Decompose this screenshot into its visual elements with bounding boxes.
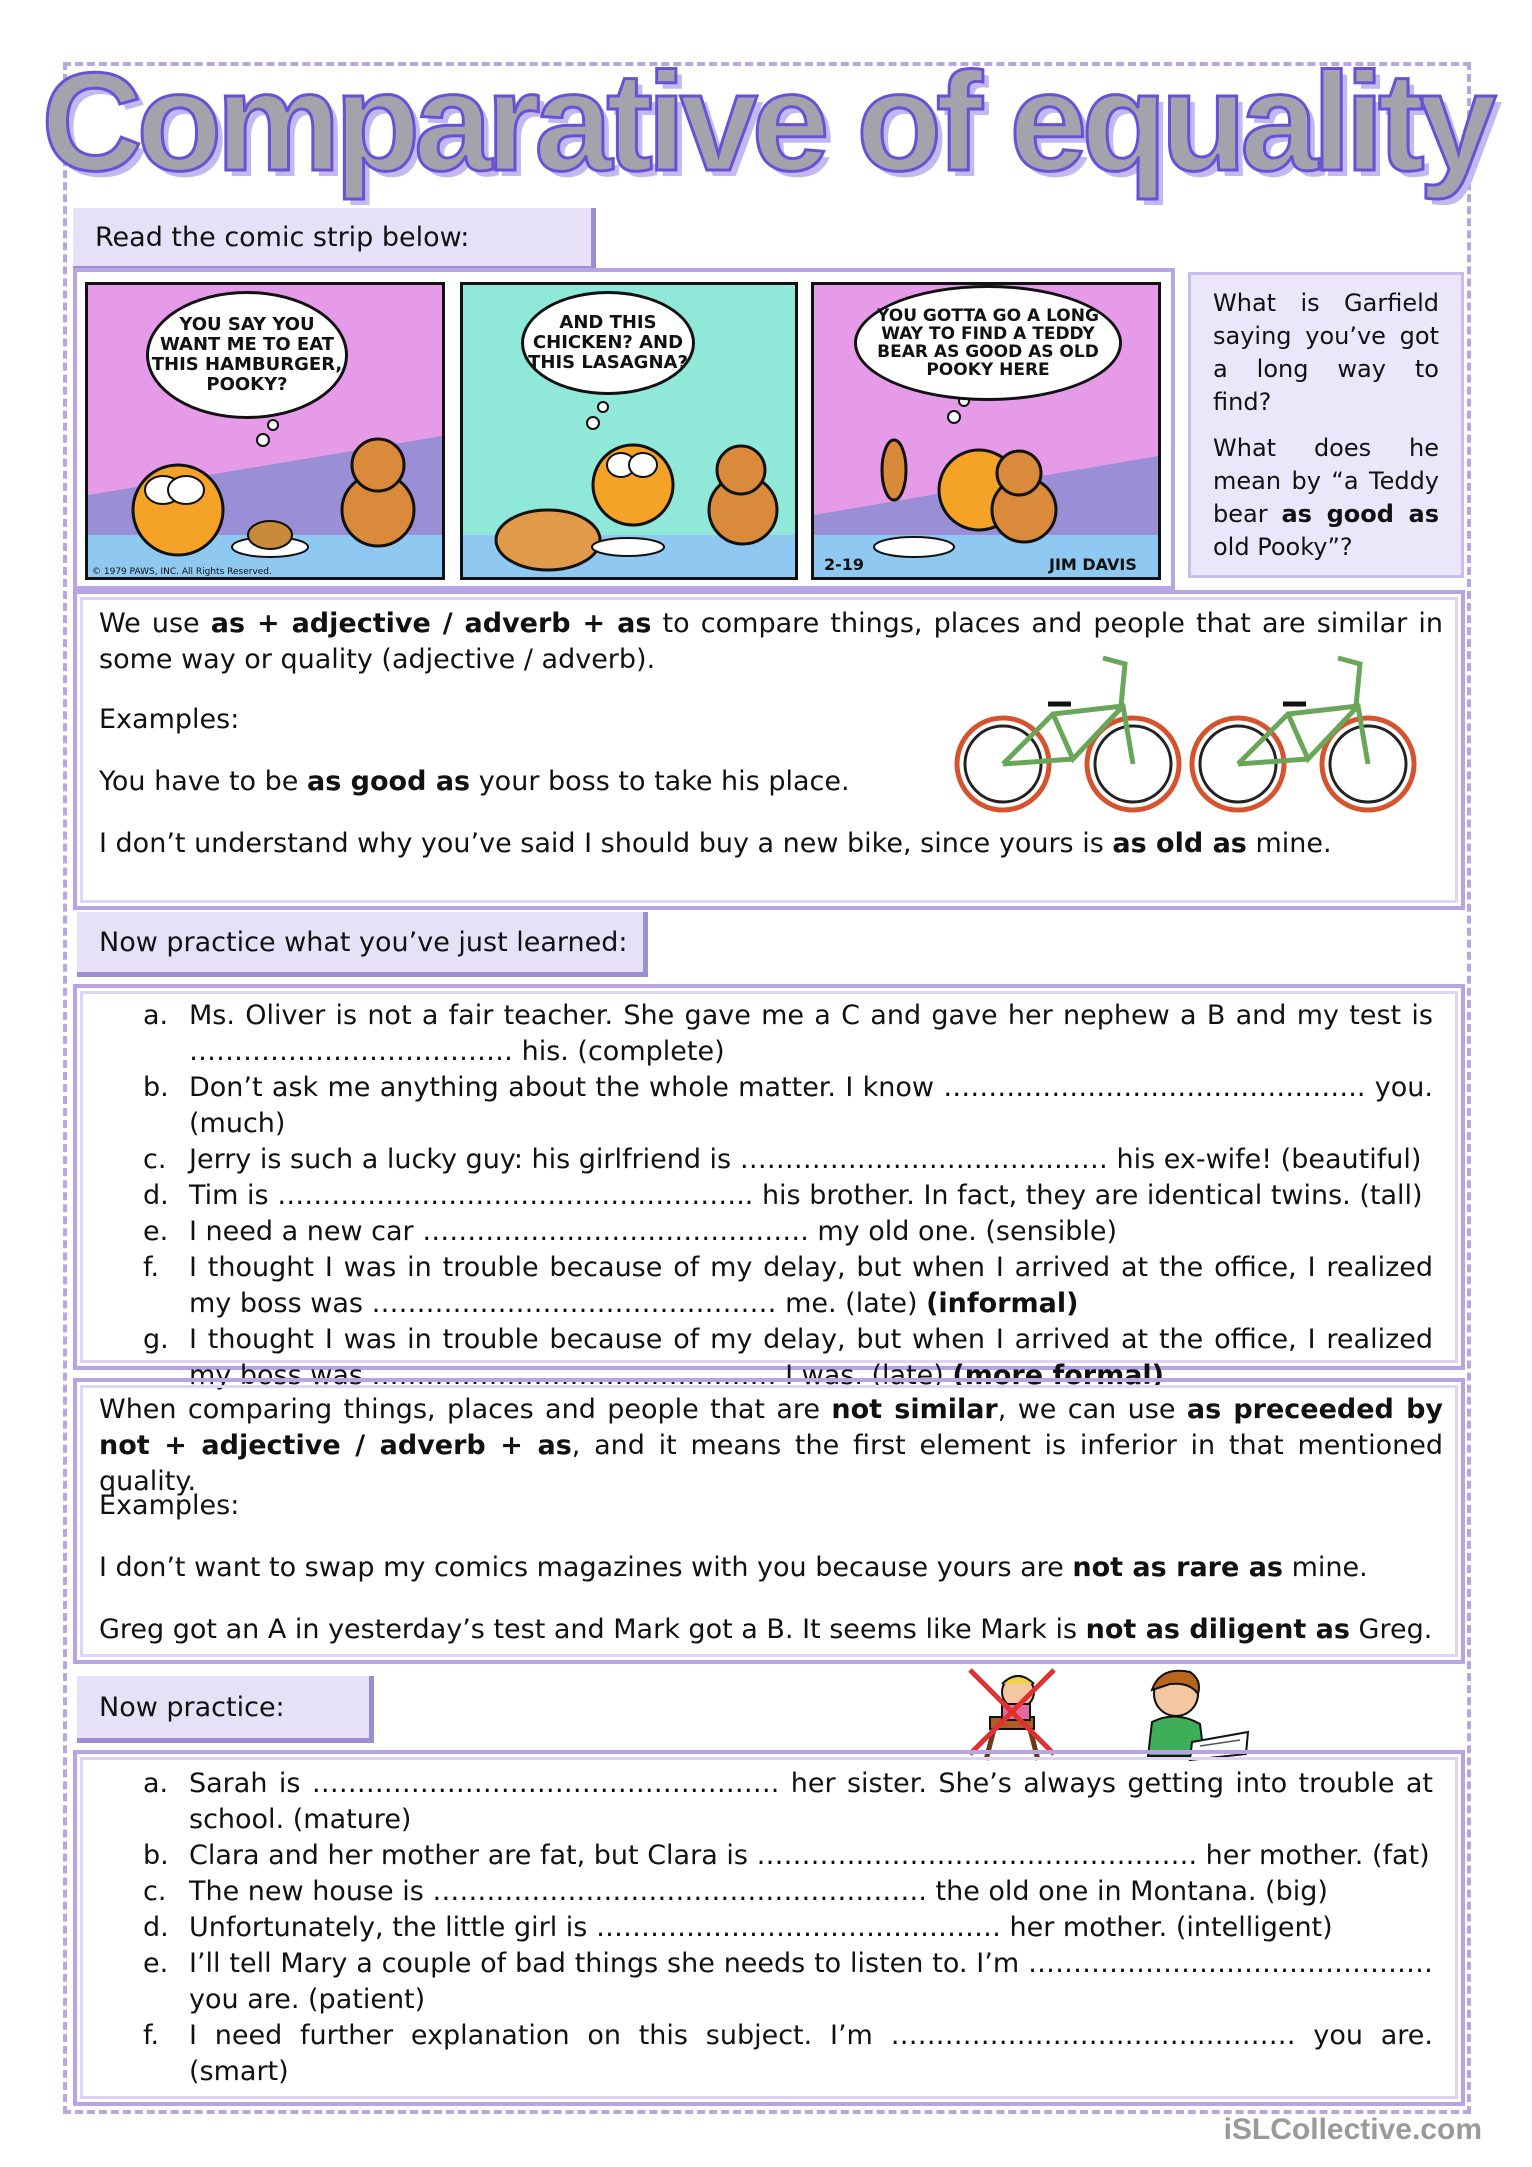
explanation-1-examples-label: Examples: [99,704,240,735]
exercise-item [143,1178,1433,1214]
practice-2-box [73,1750,1465,2106]
exercise-letter: e. [143,1948,169,1979]
page-title: Comparative of equality [41,43,1491,200]
exercise-letter: a. [143,1000,169,1031]
explanation-2-examples-label: Examples: [99,1490,240,1521]
exercise-text: The new house is ………………………………………………. the old one in Montana. (big) [189,1876,1328,1907]
exercise-text: I need a new car ……………………………………. my old one. (sensible) [189,1216,1118,1247]
practice-1-tab-label: Now practice what you’ve just learned: [99,926,628,958]
practice-1-tab [77,912,648,977]
exercise-item [143,998,1433,1070]
practice-2-tab-label: Now practice: [99,1691,285,1723]
exercise-item [143,1946,1433,2018]
exercise-letter: d. [143,1180,169,1211]
site-watermark: iSLCollective.com [1223,2113,1482,2146]
exercise-item [143,1214,1433,1250]
practice-1-list [143,998,1433,1394]
exercise-item [143,1070,1433,1142]
practice-2-list [143,1766,1433,2090]
exercise-text: Tim is …………………………………………….. his brother. In fact, they are identical twins. (tall) [189,1180,1423,1211]
comic-panel-2 [460,282,798,580]
comic-panel-3 [811,282,1161,580]
explanation-2-example-1: I don’t want to swap my comics magazines with you because yours are not as rare as mine. [99,1552,1368,1583]
comic-date: 2-19 [824,555,865,574]
exercise-text: I thought I was in trouble because of my delay, but when I arrived at the office, I realized my boss was ……………………………………… I was. (late) [189,1324,1433,1391]
exercise-letter: c. [143,1876,167,1907]
exercise-text: I’ll tell Mary a couple of bad things she needs to listen to. I’m ……………………………………… you are. (patient) [189,1948,1433,2015]
exercise-letter: f. [143,2020,160,2051]
sleeping-student-crossed-icon [962,1662,1062,1762]
exercise-letter: b. [143,1072,169,1103]
comic-strip [73,268,1175,590]
comic-panel-1 [85,282,445,580]
speech-bubble-1: YOU SAY YOU WANT ME TO EAT THIS HAMBURGER, POOKY? [146,291,348,419]
exercise-text: I thought I was in trouble because of my delay, but when I arrived at the office, I realized my boss was ……………………………………… me. (late) [189,1252,1433,1319]
exercise-item [143,1766,1433,1838]
exercise-letter: b. [143,1840,169,1871]
comic-tab-label: Read the comic strip below: [95,221,470,253]
comic-tab [73,208,596,271]
exercise-item [143,1838,1433,1874]
bicycles-illustration [953,644,1433,834]
exercise-text: Sarah is ……………………………………………. her sister. She’s always getting into trouble at school. (mature) [189,1768,1433,1835]
comic-copyright: © 1979 PAWS, INC. All Rights Reserved. [92,567,272,577]
exercise-item [143,2018,1433,2090]
exercise-letter: g. [143,1324,169,1355]
explanation-1-example-2: I don’t understand why you’ve said I should buy a new bike, since yours is as old as mine. [99,828,1332,859]
exercise-letter: d. [143,1912,169,1943]
exercise-text: Clara and her mother are fat, but Clara is …………………………………………. her mother. (fat) [189,1840,1430,1871]
studying-student-icon [1130,1662,1250,1762]
speech-bubble-2: AND THIS CHICKEN? AND THIS LASAGNA? [521,291,695,395]
exercise-item [143,1142,1433,1178]
comic-signature: JIM DAVIS [1049,555,1137,574]
exercise-text: Ms. Oliver is not a fair teacher. She gave me a C and gave her nephew a B and my test is ……………………………… his. (complete) [189,1000,1433,1067]
explanation-box-1 [73,590,1465,910]
explanation-1-intro: We use as + adjective / adverb + as to compare things, places and people that are similar in some way or quality (adjective / adverb). [99,608,1443,675]
explanation-1-example-1: You have to be as good as your boss to take his place. [99,766,850,797]
exercise-letter: f. [143,1252,160,1283]
explanation-2-intro: When comparing things, places and people that are not similar, we can use as preceeded by not + adjective / adverb + as, and it means the first element is inferior in that mentioned quality. [99,1394,1443,1497]
comic-question-2: What does he mean by “a Teddy bear as good as old Pooky”? [1213,434,1439,561]
explanation-box-2 [73,1378,1465,1664]
exercise-letter: a. [143,1768,169,1799]
practice-1-box [73,984,1465,1391]
exercise-letter: e. [143,1216,169,1247]
exercise-register-note: (more formal) [952,1360,1165,1391]
practice-2-tab [77,1676,374,1743]
exercise-text: Unfortunately, the little girl is ……………………………………… her mother. (intelligent) [189,1912,1333,1943]
speech-bubble-3: YOU GOTTA GO A LONG WAY TO FIND A TEDDY BEAR AS GOOD AS OLD POOKY HERE [854,285,1122,401]
exercise-item [143,1250,1433,1322]
exercise-item [143,1874,1433,1910]
explanation-2-example-2: Greg got an A in yesterday’s test and Mark got a B. It seems like Mark is not as diligent as Greg. [99,1614,1433,1645]
exercise-text: I need further explanation on this subject. I’m ……………………………………… you are. (smart) [189,2020,1433,2087]
exercise-letter: c. [143,1144,167,1175]
comic-questions [1188,272,1464,578]
exercise-item [143,1910,1433,1946]
comic-question-1: What is Garfield saying you’ve got a long way to find? [1213,289,1439,416]
exercise-text: Don’t ask me anything about the whole matter. I know ……………………………………….. you. (much) [189,1072,1433,1139]
exercise-register-note: (informal) [926,1288,1079,1319]
exercise-text: Jerry is such a lucky guy: his girlfriend is ……………………………..…… his ex-wife! (beautiful) [189,1144,1422,1175]
